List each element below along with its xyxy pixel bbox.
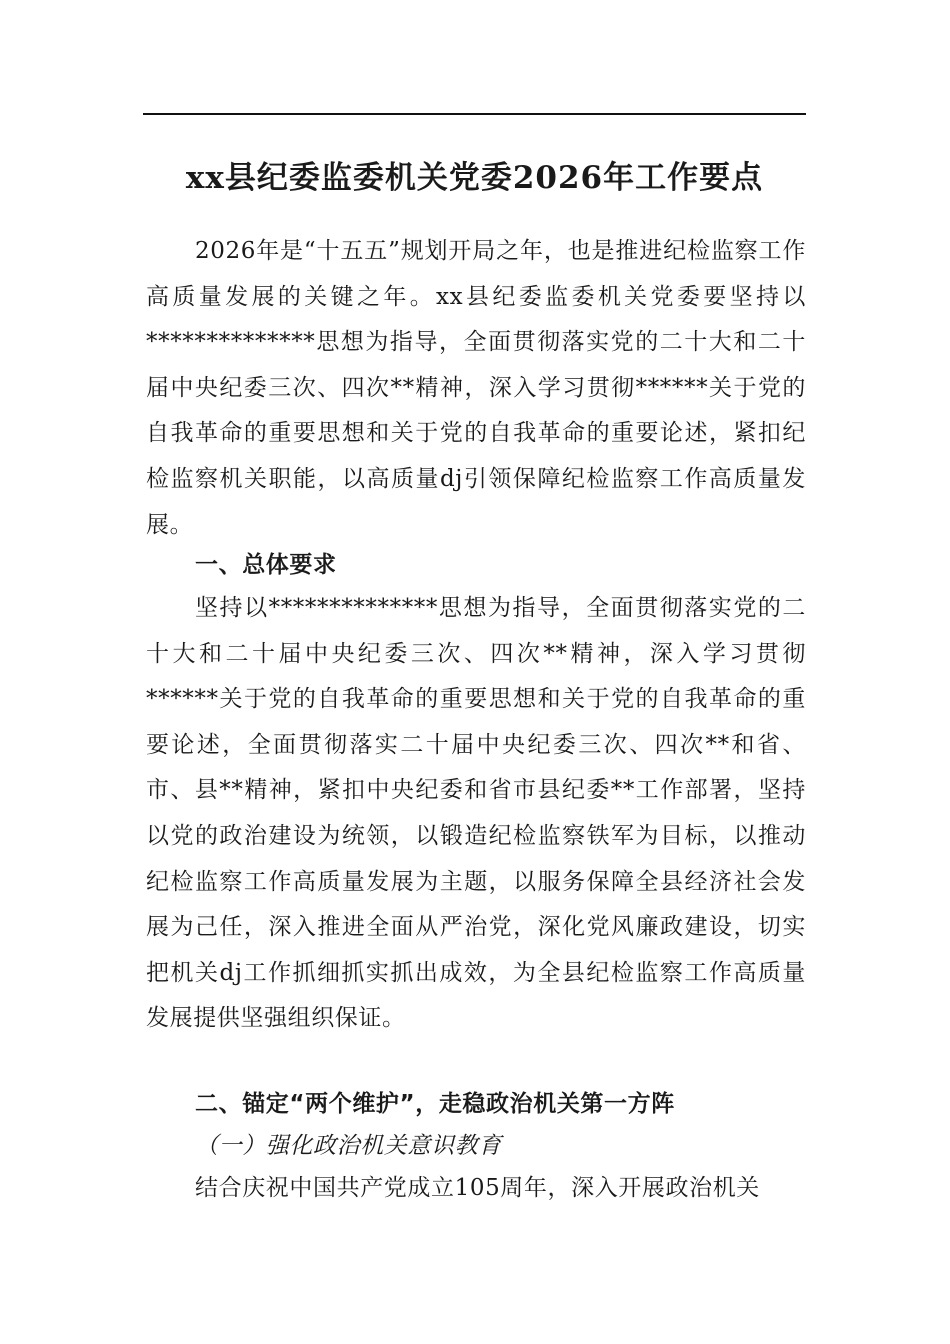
section-one-heading: 一、总体要求 [195,552,337,578]
section-two-subheading: （一）强化政治机关意识教育 [195,1133,502,1159]
document-title: xx县纪委监委机关党委2026年工作要点 [185,160,764,196]
section-two-paragraph: 结合庆祝中国共产党成立105周年，深入开展政治机关 [195,1175,760,1201]
section-two-heading: 二、锚定“两个维护”，走稳政治机关第一方阵 [195,1091,675,1117]
intro-paragraph: 2026年是“十五五”规划开局之年，也是推进纪检监察工作高质量发展的关键之年。xx县纪委监委机关党委要坚持以**************思想为指导，全面贯彻落实党的二十大和二十届中央纪委三次、四次**精神，深入学习贯彻******关于党的自我革命的重要思想和关于党的自我革命的重要论述，紧扣纪检监察机关职能，以高质量dj引领保障纪检监察工作高质量发展。 [146,238,806,538]
section-one-paragraph: 坚持以**************思想为指导，全面贯彻落实党的二十大和二十届中央纪委三次、四次**精神，深入学习贯彻******关于党的自我革命的重要思想和关于党的自我革命的重要论述，全面贯彻落实二十届中央纪委三次、四次**和省、市、县**精神，紧扣中央纪委和省市县纪委**工作部署，坚持以党的政治建设为统领，以锻造纪检监察铁军为目标，以推动纪检监察工作高质量发展为主题，以服务保障全县经济社会发展为己任，深入推进全面从严治党，深化党风廉政建设，切实把机关dj工作抓细抓实抓出成效，为全县纪检监察工作高质量发展提供坚强组织保证。 [146,595,806,1032]
header-rule [143,113,806,115]
